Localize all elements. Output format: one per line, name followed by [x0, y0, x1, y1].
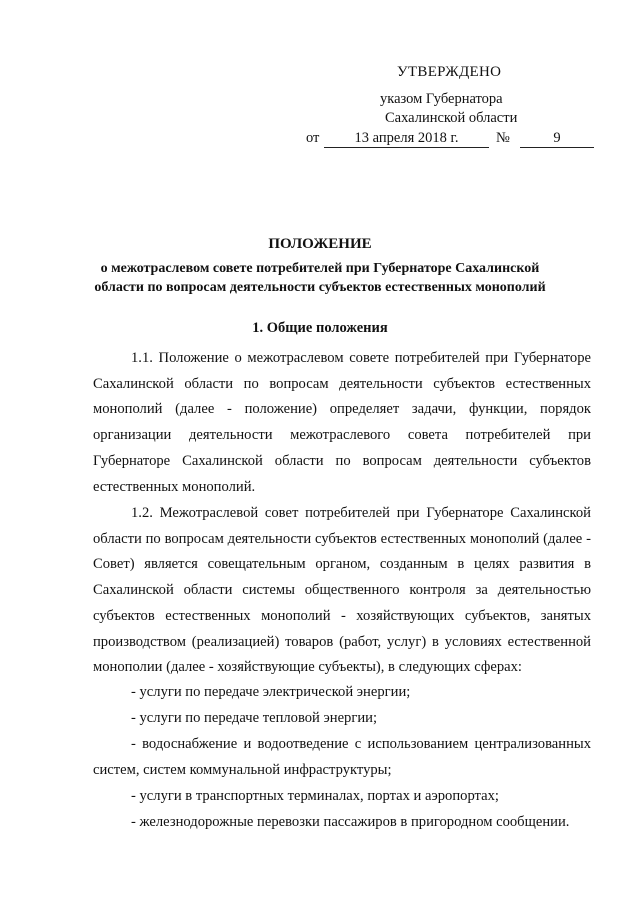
- number-sign: №: [496, 130, 510, 146]
- approval-region: Сахалинской области: [385, 110, 518, 126]
- approval-date: 13 апреля 2018 г.: [324, 130, 489, 148]
- list-item: - услуги по передаче электрической энергии;: [131, 684, 411, 700]
- document-subtitle: о межотраслевом совете потребителей при Губернаторе Сахалинской области по вопросам деятельности субъектов естественных монополий: [94, 261, 546, 295]
- list-item: - железнодорожные перевозки пассажиров в пригородном сообщении.: [131, 814, 570, 830]
- list-item: - услуги по передаче тепловой энергии;: [131, 710, 378, 726]
- section-heading: 1. Общие положения: [252, 320, 388, 336]
- list-item: - водоснабжение и водоотведение с использованием централизованных систем, систем коммунальной инфраструктуры;: [93, 736, 591, 778]
- paragraph-1-1: 1.1. Положение о межотраслевом совете потребителей при Губернаторе Сахалинской области по вопросам деятельности субъектов естественных монополий (далее - положение) определяет задачи, функции, порядок организации деятельности межотраслевого совета потребителей при Губернаторе Сахалинской области по вопросам деятельности субъектов естественных монополий.: [93, 350, 591, 495]
- approval-by-decree: указом Губернатора: [380, 91, 503, 107]
- approval-date-row: [306, 130, 596, 150]
- date-from-label: от: [306, 130, 320, 146]
- approval-stamp-heading: УТВЕРЖДЕНО: [397, 64, 502, 80]
- paragraph-1-2: 1.2. Межотраслевой совет потребителей при Губернаторе Сахалинской области по вопросам деятельности субъектов естественных монополий (далее - Совет) является совещательным органом, созданным в целях развития в Сахалинской области системы общественного контроля за деятельностью субъектов естественных монополий - хозяйствующих субъектов, занятых производством (реализацией) товаров (работ, услуг) в условиях естественной монополии (далее - хозяйствующие субъекты), в следующих сферах:: [93, 505, 591, 676]
- approval-number: 9: [520, 130, 594, 148]
- list-item: - услуги в транспортных терминалах, портах и аэропортах;: [131, 788, 499, 804]
- document-title: ПОЛОЖЕНИЕ: [268, 236, 372, 252]
